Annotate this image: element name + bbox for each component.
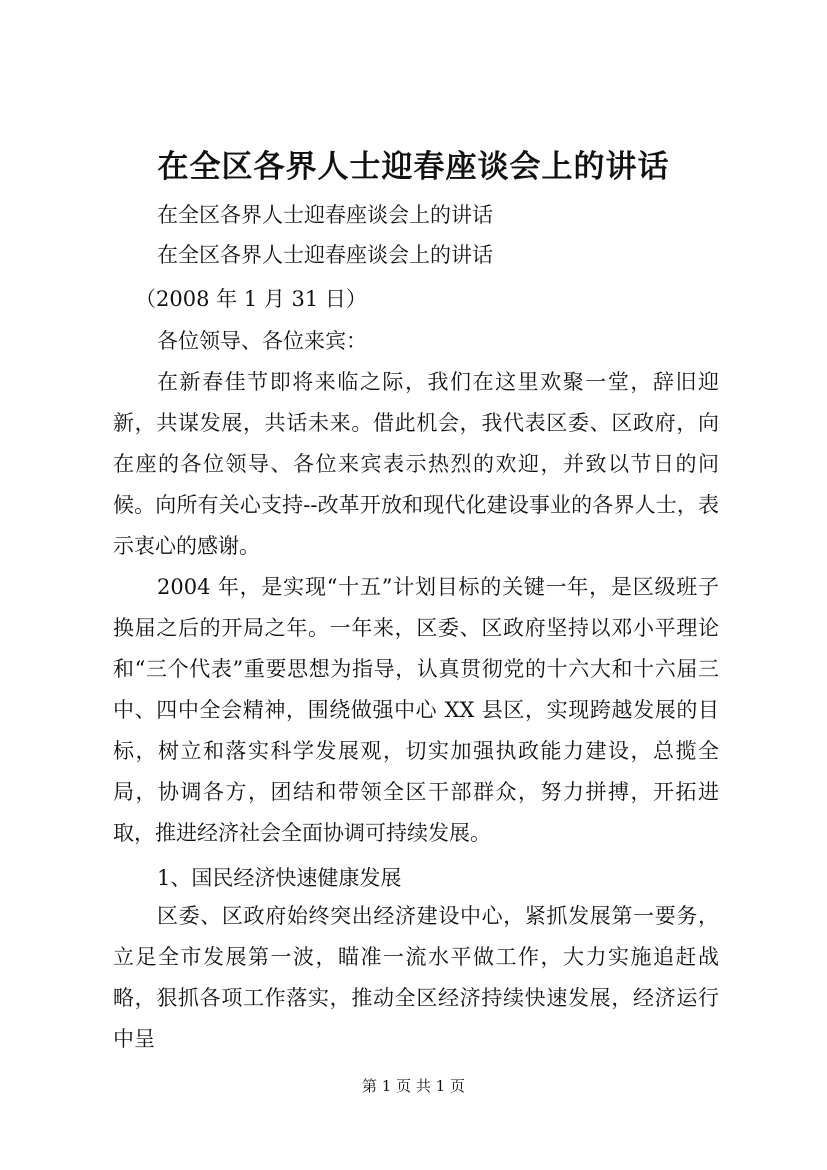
section-heading: 1、国民经济快速健康发展 xyxy=(157,866,402,890)
page-footer: 第 1 页 共 1 页 xyxy=(362,1077,465,1095)
paragraph-1: 在新春佳节即将来临之际，我们在这里欢聚一堂，辞旧迎新，共谋发展，共话未来。借此机会，我代表区委、区政府，向在座的各位领导、各位来宾表示热烈的欢迎，并致以节日的问候。向所有关心支持--改革开放和现代化建设事业的各界人士，表示衷心的感谢。 xyxy=(113,370,719,558)
subtitle-line-2: 在全区各界人士迎春座谈会上的讲话 xyxy=(157,243,493,267)
subtitle-line-1: 在全区各界人士迎春座谈会上的讲话 xyxy=(157,203,493,227)
document-title: 在全区各界人士迎春座谈会上的讲话 xyxy=(157,149,670,185)
speech-date: （2008 年 1 月 31 日） xyxy=(135,287,367,311)
greeting: 各位领导、各位来宾： xyxy=(157,329,367,353)
paragraph-3: 区委、区政府始终突出经济建设中心，紧抓发展第一要务，立足全市发展第一波，瞄准一流水平做工作，大力实施追赶战略，狠抓各项工作落实，推动全区经济持续快速发展，经济运行中呈 xyxy=(113,904,719,1051)
paragraph-2: 2004 年，是实现“十五”计划目标的关键一年，是区级班子换届之后的开局之年。一年来，区委、区政府坚持以邓小平理论和“三个代表”重要思想为指导，认真贯彻党的十六大和十六届三中、四中全会精神，围绕做强中心 XX 县区，实现跨越发展的目标，树立和落实科学发展观，切实加强执政能力建设，总揽全局，协调各方，团结和带领全区干部群众，努力拼搏，开拓进取，推进经济社会全面协调可持续发展。 xyxy=(113,575,719,845)
